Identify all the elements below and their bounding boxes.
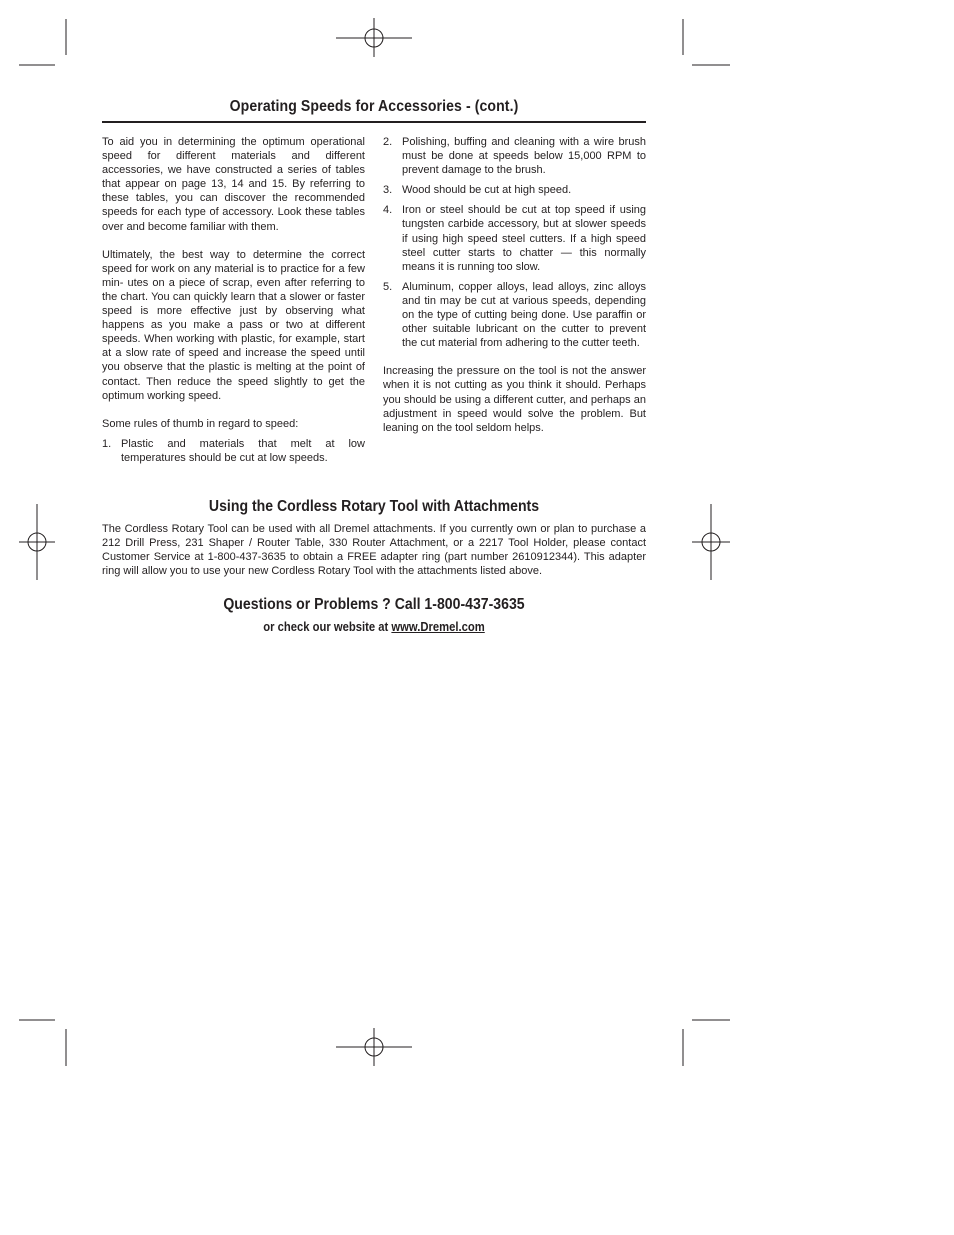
heading-rule [102,121,646,123]
rule-number: 5. [383,280,393,293]
closing-paragraph: Increasing the pressure on the tool is not the answer when it is not cutting as you think it should. Perhaps you should be using a different cutter, and perhaps an adjustment in speed would solve the problem. But leaning on the tool seldom helps. [383,365,646,434]
rule-text: Wood should be cut at high speed. [402,184,572,197]
rule-number: 2. [383,136,393,148]
attachments-heading: Using the Cordless Rotary Tool with Attachments [208,498,540,515]
rule-number: 4. [383,204,393,217]
rules-intro: Some rules of thumb in regard to speed: [102,417,299,430]
rule-text: Plastic and materials that melt at low temperatures should be cut at low speeds. [121,437,365,464]
intro-paragraph: To aid you in determining the optimum operational speed for different materials and different accessories, we have constructed a series of tables that appear on page 13, 14 and 15. By referring to these tables, you can discover the recommended speeds for each type of accessory. Look these tables over and become familiar with them. [102,136,365,233]
website-prefix: or check our website at [263,620,392,634]
rule-item [383,203,646,273]
practice-paragraph: Ultimately, the best way to determine the correct speed for work on any material is to practice for a few min- utes on a piece of scrap, even after referring to the chart. You can quickly learn that a slower or faster speed is more effective just by observing what happens as you make a pass or two at different speeds. When working with plastic, for example, start at a slow rate of speed and increase the speed until you observe that the plastic is melting at the point of contact. Then reduce the speed slightly to get the optimum working speed. [102,248,365,402]
questions-heading: Questions or Problems ? Call 1-800-437-3635 [223,596,525,613]
operating-speeds-heading: Operating Speeds for Accessories - (cont.) [229,98,519,115]
attachments-paragraph: The Cordless Rotary Tool can be used with all Dremel attachments. If you currently own or plan to purchase a 212 Drill Press, 231 Shaper / Router Table, 330 Router Attachment, or a 2217 Tool Holder, please contact Customer Service at 1-800-437-3635 to obtain a FREE adapter ring (part number 2610912344). This adapter ring will allow you to use your new Cordless Rotary Tool with the attachments listed above. [102,523,646,578]
rule-number: 1. [102,437,112,450]
rule-item [383,183,646,197]
rules-list-part1 [102,437,365,465]
rule-item [383,280,646,350]
rule-number: 3. [383,184,393,197]
website-line [129,620,619,634]
rule-text: Polishing, buffing and cleaning with a wire brush must be done at speeds below 15,000 RPM to prevent damage to the brush. [402,136,646,177]
rule-text: Aluminum, copper alloys, lead alloys, zinc alloys and tin may be cut at various speeds, depending on the type of cutting being done. Use paraffin or other suitable lubricant on the cutter to prevent the cut material from adhering to the cutter teeth. [402,280,646,350]
right-column [383,135,646,449]
rules-list-part2 [383,135,646,350]
rule-item [383,135,646,177]
rule-text: Iron or steel should be cut at top speed if using tungsten carbide accessory, but at slower speeds if using high speed steel cutters. If a high speed steel cutter starts to chatter — this normally means it is running too slow. [402,204,646,273]
left-column [102,135,365,471]
rule-item [102,437,365,465]
website-link[interactable]: www.Dremel.com [391,620,485,634]
